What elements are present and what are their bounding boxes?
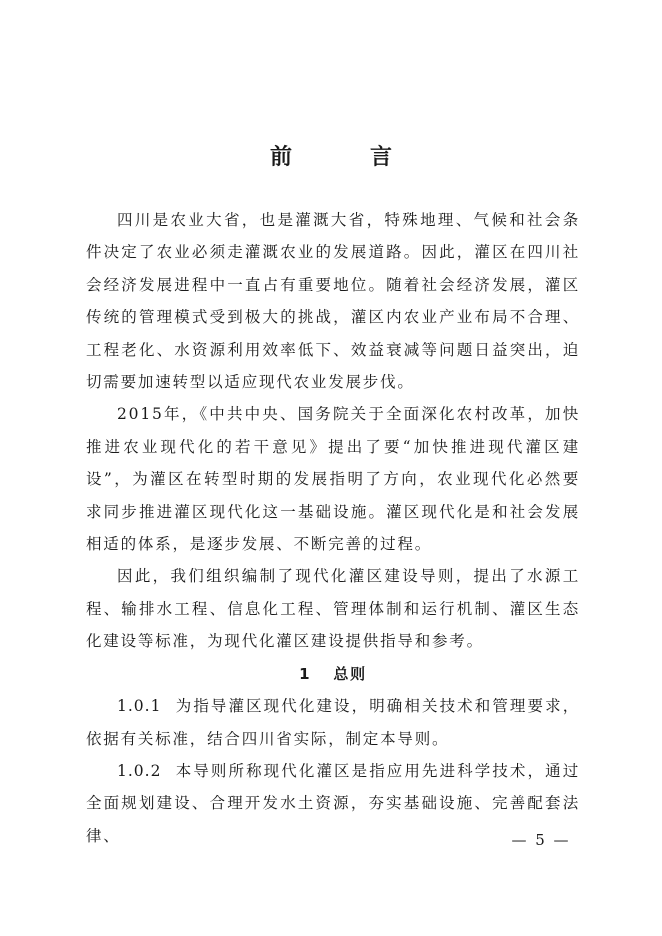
preface-paragraph: 2015年，《中共中央、国务院关于全面深化农村改革，加快推进农业现代化的若干意见》提出了要“加快推进现代灌区建设”，为灌区在转型时期的发展指明了方向，农业现代化必然要求同步推进灌区现代化这一基础设施。灌区现代化是和社会发展相适的体系，是逐步发展、不断完善的过程。 (86, 405, 580, 554)
clause-text: 本导则所称现代化灌区是指应用先进科学技术，通过全面规划建设、合理开发水土资源，夯实基础设施、完善配套法律、 (86, 761, 580, 845)
body-text (86, 204, 580, 852)
page-title: 前 言 (269, 144, 420, 170)
section-number: 1 (299, 664, 312, 683)
section-heading (86, 658, 580, 690)
clause-text: 为指导灌区现代化建设，明确相关技术和管理要求，依据有关标准，结合四川省实际，制定本导则。 (86, 697, 580, 748)
clause-paragraph (86, 690, 580, 755)
preface-paragraph: 因此，我们组织编制了现代化灌区建设导则，提出了水源工程、输排水工程、信息化工程、管理体制和运行机制、灌区生态化建设等标准，为现代化灌区建设提供指导和参考。 (86, 567, 580, 651)
section-title: 总则 (333, 664, 367, 683)
page-number: — 5 — (511, 831, 571, 849)
preface-paragraph: 四川是农业大省，也是灌溉大省，特殊地理、气候和社会条件决定了农业必须走灌溉农业的发展道路。因此，灌区在四川社会经济发展进程中一直占有重要地位。随着社会经济发展，灌区传统的管理模式受到极大的挑战，灌区内农业产业布局不合理、工程老化、水资源利用效率低下、效益衰减等问题日益突出，迫切需要加速转型以适应现代农业发展步伐。 (86, 211, 580, 392)
clause-number: 1.0.1 (117, 697, 162, 716)
clause-number: 1.0.2 (117, 761, 162, 780)
